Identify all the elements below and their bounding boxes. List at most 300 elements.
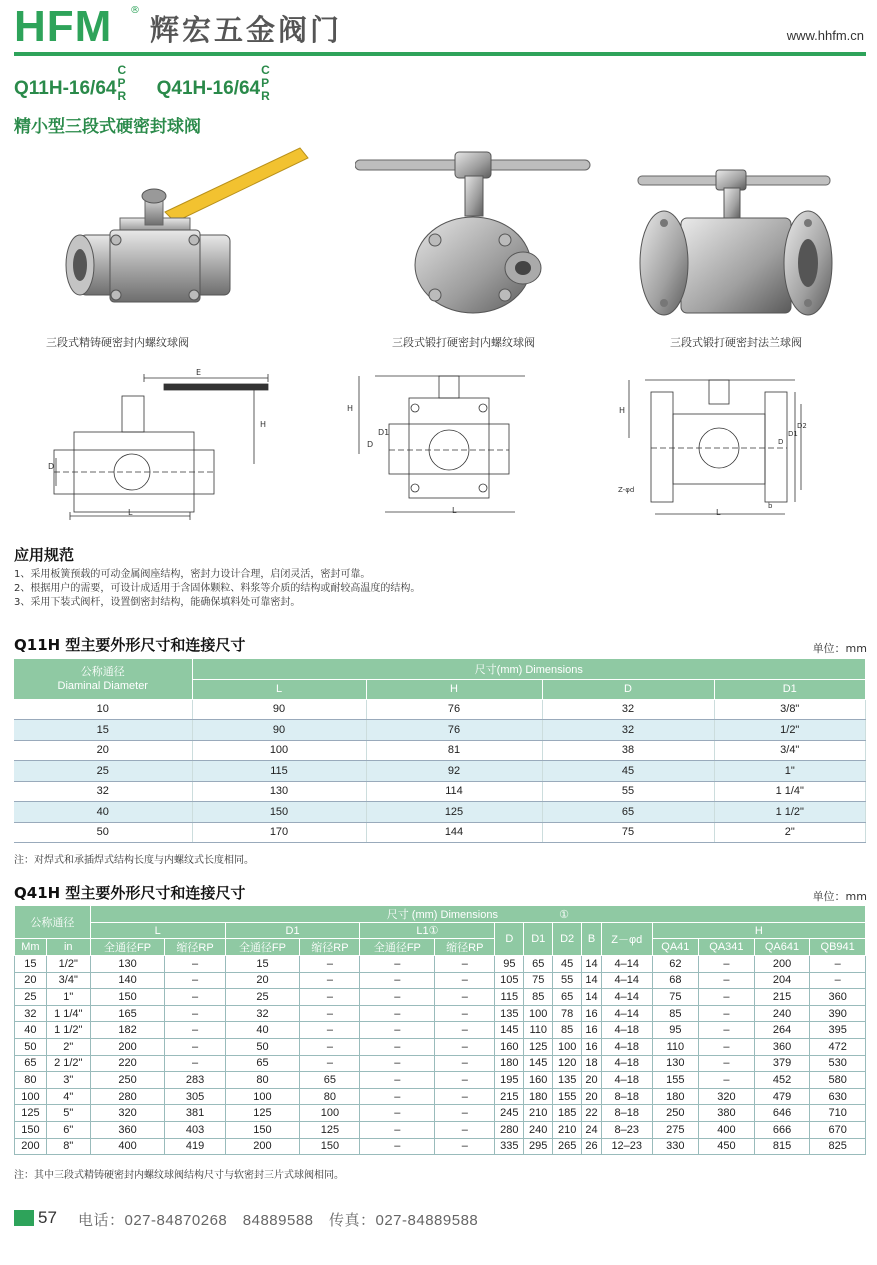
col-l: L xyxy=(192,679,366,699)
table-cell: – xyxy=(810,956,866,973)
drawing2-label-d: D xyxy=(367,440,374,449)
table-cell: 100 xyxy=(15,1088,47,1105)
table-cell: – xyxy=(810,972,866,989)
table-cell: 265 xyxy=(553,1138,582,1155)
table-cell: 40 xyxy=(225,1022,300,1039)
col-l-rp: 缩径RP xyxy=(165,939,225,956)
table-cell: 452 xyxy=(754,1072,810,1089)
col-h: H xyxy=(366,679,542,699)
table-cell: – xyxy=(699,956,755,973)
col-l1-rp: 缩径RP xyxy=(435,939,495,956)
table1-title: Q11H 型主要外形尺寸和连接尺寸 xyxy=(14,636,246,654)
table-cell: 815 xyxy=(754,1138,810,1155)
table-cell: 22 xyxy=(582,1105,602,1122)
table-cell: – xyxy=(699,1055,755,1072)
table-cell: 32 xyxy=(225,1005,300,1022)
table-cell: 250 xyxy=(652,1105,698,1122)
table-cell: 130 xyxy=(652,1055,698,1072)
table-cell: 150 xyxy=(90,989,165,1006)
table-cell: – xyxy=(699,1038,755,1055)
table-cell: 320 xyxy=(90,1105,165,1122)
drawing3-label-b: b xyxy=(768,502,773,510)
table-cell: – xyxy=(300,1055,360,1072)
application-item: 2、根据用户的需要，可设计成适用于含固体颗粒、料浆等介质的结构或耐较高温度的结构。 xyxy=(14,583,421,594)
table-cell: – xyxy=(360,989,435,1006)
table-cell: 78 xyxy=(553,1005,582,1022)
table-cell: 65 xyxy=(553,989,582,1006)
table-cell: 8–23 xyxy=(601,1121,652,1138)
col-group-d1: D1 xyxy=(225,923,360,939)
table-row xyxy=(14,802,866,823)
drawing3-label-d: D xyxy=(778,438,784,446)
drawing2-label-l: L xyxy=(452,506,457,515)
table-cell: 150 xyxy=(225,1121,300,1138)
col-group-l: L xyxy=(90,923,225,939)
page-number: 57 xyxy=(38,1208,57,1227)
table-cell: 50 xyxy=(14,822,192,843)
col-h-qa41: QA41 xyxy=(652,939,698,956)
table-cell: – xyxy=(300,956,360,973)
table-cell: 50 xyxy=(15,1038,47,1055)
col-d1-rp: 缩径RP xyxy=(300,939,360,956)
table-cell: 144 xyxy=(366,822,542,843)
table-cell: 125 xyxy=(366,802,542,823)
table-cell: – xyxy=(300,1022,360,1039)
table-cell: 12–23 xyxy=(601,1138,652,1155)
table-cell: 250 xyxy=(90,1072,165,1089)
table-cell: 185 xyxy=(553,1105,582,1122)
table-cell: – xyxy=(360,1022,435,1039)
photo-caption-2: 三段式锻打硬密封内螺纹球阀 xyxy=(392,336,535,349)
table-cell: – xyxy=(435,1138,495,1155)
table-cell: 81 xyxy=(366,740,542,761)
header-divider xyxy=(14,52,866,56)
table-cell: 210 xyxy=(553,1121,582,1138)
table-cell: 55 xyxy=(553,972,582,989)
table-cell: 4–14 xyxy=(601,989,652,1006)
table-cell: 170 xyxy=(192,822,366,843)
table-cell: 95 xyxy=(495,956,524,973)
table-cell: 305 xyxy=(165,1088,225,1105)
table-cell: 45 xyxy=(553,956,582,973)
footer-marker xyxy=(14,1210,34,1226)
drawing2-label-d1: D1 xyxy=(378,428,390,437)
col-nominal-diameter: 公称通径 xyxy=(15,906,91,939)
table-cell: 4–14 xyxy=(601,956,652,973)
table-cell: – xyxy=(360,1088,435,1105)
col-group-dimensions: 尺寸(mm) Dimensions xyxy=(192,659,866,679)
table-cell: 25 xyxy=(15,989,47,1006)
table-cell: – xyxy=(699,1072,755,1089)
table-cell: 115 xyxy=(192,761,366,782)
table-cell: 62 xyxy=(652,956,698,973)
table-cell: 125 xyxy=(524,1038,553,1055)
col-in: in xyxy=(46,939,90,956)
table-cell: – xyxy=(435,972,495,989)
table-cell: 20 xyxy=(582,1072,602,1089)
table-cell: 150 xyxy=(15,1121,47,1138)
table-row xyxy=(15,1121,866,1138)
table-cell: 75 xyxy=(652,989,698,1006)
table-cell: – xyxy=(435,1072,495,1089)
table-row xyxy=(14,781,866,802)
table-cell: 145 xyxy=(495,1022,524,1039)
table-cell: 130 xyxy=(192,781,366,802)
drawing1-label-e: E xyxy=(196,368,202,377)
registered-mark: ® xyxy=(130,5,140,16)
table-cell: 10 xyxy=(14,699,192,720)
table-row xyxy=(15,1022,866,1039)
table-cell: 90 xyxy=(192,720,366,741)
table-cell: – xyxy=(360,1055,435,1072)
drawing3-label-z: Z-φd xyxy=(618,486,635,494)
table-cell: 180 xyxy=(495,1055,524,1072)
table-cell: 295 xyxy=(524,1138,553,1155)
table-row xyxy=(15,1005,866,1022)
table-cell: 530 xyxy=(810,1055,866,1072)
table-cell: 4–18 xyxy=(601,1022,652,1039)
drawing-cast-threaded xyxy=(44,366,284,522)
table-cell: 120 xyxy=(553,1055,582,1072)
col-d1: D1 xyxy=(714,679,866,699)
table-cell: 472 xyxy=(810,1038,866,1055)
table-cell: 3/4" xyxy=(46,972,90,989)
table-cell: 40 xyxy=(15,1022,47,1039)
table-cell: 280 xyxy=(495,1121,524,1138)
table-row xyxy=(15,956,866,973)
table-cell: 16 xyxy=(582,1038,602,1055)
table-cell: 32 xyxy=(542,720,714,741)
table-cell: 80 xyxy=(15,1072,47,1089)
table-cell: – xyxy=(699,1022,755,1039)
table-cell: – xyxy=(699,1005,755,1022)
table-cell: 450 xyxy=(699,1138,755,1155)
product-subtitle: 精小型三段式硬密封球阀 xyxy=(14,117,201,137)
table-cell: – xyxy=(360,1072,435,1089)
drawing3-label-l: L xyxy=(716,508,721,517)
table-cell: 8–18 xyxy=(601,1088,652,1105)
table-cell: 200 xyxy=(15,1138,47,1155)
table-cell: – xyxy=(699,972,755,989)
col-d: D xyxy=(542,679,714,699)
photo-forged-threaded-valve xyxy=(355,150,595,320)
col-z: Z－φd xyxy=(601,923,652,956)
drawing-forged-flanged xyxy=(625,374,815,520)
table-cell: 65 xyxy=(15,1055,47,1072)
table-cell: 380 xyxy=(699,1105,755,1122)
table-cell: 3/4" xyxy=(714,740,866,761)
table-cell: 182 xyxy=(90,1022,165,1039)
table-cell: 115 xyxy=(495,989,524,1006)
table-cell: 3/8" xyxy=(714,699,866,720)
table-cell: 80 xyxy=(300,1088,360,1105)
table-cell: – xyxy=(360,1121,435,1138)
table-cell: 210 xyxy=(524,1105,553,1122)
table-cell: 200 xyxy=(90,1038,165,1055)
table-cell: – xyxy=(360,972,435,989)
table-cell: 85 xyxy=(553,1022,582,1039)
table-cell: – xyxy=(435,989,495,1006)
table-cell: 100 xyxy=(192,740,366,761)
table-cell: 360 xyxy=(754,1038,810,1055)
table-cell: 32 xyxy=(14,781,192,802)
col-h-qb941: QB941 xyxy=(810,939,866,956)
table-cell: 180 xyxy=(652,1088,698,1105)
col-l1-fp: 全通径FP xyxy=(360,939,435,956)
table-cell: 360 xyxy=(810,989,866,1006)
table-cell: 283 xyxy=(165,1072,225,1089)
drawing2-label-h: H xyxy=(347,404,354,413)
table-cell: 14 xyxy=(582,989,602,1006)
table-cell: 125 xyxy=(15,1105,47,1122)
col-d1-fp: 全通径FP xyxy=(225,939,300,956)
table-cell: 65 xyxy=(542,802,714,823)
drawing1-label-d: D xyxy=(48,462,55,471)
model-q41h: Q41H-16/64 C P R xyxy=(156,63,270,103)
table-cell: – xyxy=(435,956,495,973)
drawing3-label-d2: D2 xyxy=(797,422,807,430)
drawing1-label-h: H xyxy=(260,420,267,429)
drawing3-label-h: H xyxy=(619,406,626,415)
table-cell: 65 xyxy=(300,1072,360,1089)
table-cell: 6" xyxy=(46,1121,90,1138)
table-cell: – xyxy=(435,1055,495,1072)
table-cell: 160 xyxy=(524,1072,553,1089)
table-cell: 1/2" xyxy=(714,720,866,741)
page-header xyxy=(14,2,866,54)
table-cell: 150 xyxy=(192,802,366,823)
application-title: 应用规范 xyxy=(14,546,75,564)
table-cell: 240 xyxy=(754,1005,810,1022)
table-cell: 130 xyxy=(90,956,165,973)
table-cell: 403 xyxy=(165,1121,225,1138)
table-cell: 580 xyxy=(810,1072,866,1089)
table-cell: 15 xyxy=(15,956,47,973)
col-d: D xyxy=(495,923,524,956)
table-cell: – xyxy=(300,1005,360,1022)
table-cell: 1 1/2" xyxy=(714,802,866,823)
footer-contact: 电话：027-84870268 84889588 传真：027-84889588 xyxy=(78,1212,479,1229)
table-row xyxy=(14,699,866,720)
table-cell: 14 xyxy=(582,956,602,973)
table2-title: Q41H 型主要外形尺寸和连接尺寸 xyxy=(14,884,246,902)
table-row xyxy=(15,1038,866,1055)
col-d2: D2 xyxy=(553,923,582,956)
table-row xyxy=(15,1072,866,1089)
table1-unit: 单位：mm xyxy=(812,642,867,655)
col-h-qa641: QA641 xyxy=(754,939,810,956)
table-cell: 4–14 xyxy=(601,1005,652,1022)
table-cell: 360 xyxy=(90,1121,165,1138)
photo-caption-3: 三段式锻打硬密封法兰球阀 xyxy=(670,336,802,349)
application-list xyxy=(14,568,420,610)
table-cell: 1 1/2" xyxy=(46,1022,90,1039)
col-group-l1: L1① xyxy=(360,923,495,939)
table-cell: 419 xyxy=(165,1138,225,1155)
table-cell: – xyxy=(435,1038,495,1055)
table-cell: – xyxy=(165,956,225,973)
application-item: 3、采用下装式阀杆，设置倒密封结构，能确保填料处可靠密封。 xyxy=(14,597,301,608)
table-cell: – xyxy=(165,1005,225,1022)
table-cell: 220 xyxy=(90,1055,165,1072)
table-cell: 4–18 xyxy=(601,1038,652,1055)
table-row xyxy=(14,740,866,761)
table-cell: 666 xyxy=(754,1121,810,1138)
table-cell: 1" xyxy=(46,989,90,1006)
table-row xyxy=(15,989,866,1006)
table-cell: 80 xyxy=(225,1072,300,1089)
table-cell: 400 xyxy=(699,1121,755,1138)
table-cell: 630 xyxy=(810,1088,866,1105)
table-cell: 145 xyxy=(524,1055,553,1072)
website-url[interactable]: www.hhfm.cn xyxy=(786,28,864,43)
col-l-fp: 全通径FP xyxy=(90,939,165,956)
table-cell: 20 xyxy=(582,1088,602,1105)
table-cell: 76 xyxy=(366,720,542,741)
model-title xyxy=(14,64,296,103)
table-cell: 20 xyxy=(15,972,47,989)
table-cell: – xyxy=(435,1005,495,1022)
table-cell: 125 xyxy=(300,1121,360,1138)
table-cell: 14 xyxy=(582,972,602,989)
table-cell: – xyxy=(360,1005,435,1022)
table-cell: 825 xyxy=(810,1138,866,1155)
table-cell: 1/2" xyxy=(46,956,90,973)
table-cell: 25 xyxy=(14,761,192,782)
q41h-dimension-table xyxy=(14,905,866,1155)
table-cell: – xyxy=(165,989,225,1006)
table-cell: 18 xyxy=(582,1055,602,1072)
table-cell: – xyxy=(165,1022,225,1039)
table-cell: 92 xyxy=(366,761,542,782)
table-row xyxy=(15,972,866,989)
table-cell: 335 xyxy=(495,1138,524,1155)
table-cell: – xyxy=(435,1121,495,1138)
table-cell: 20 xyxy=(14,740,192,761)
table-cell: 50 xyxy=(225,1038,300,1055)
table-cell: 155 xyxy=(652,1072,698,1089)
table-cell: 100 xyxy=(553,1038,582,1055)
table-cell: 5" xyxy=(46,1105,90,1122)
table-cell: – xyxy=(360,1105,435,1122)
table-cell: 85 xyxy=(652,1005,698,1022)
table-cell: 381 xyxy=(165,1105,225,1122)
table-cell: 45 xyxy=(542,761,714,782)
table-cell: 38 xyxy=(542,740,714,761)
table-cell: – xyxy=(435,1022,495,1039)
table-cell: – xyxy=(360,1038,435,1055)
q11h-dimension-table xyxy=(14,659,866,843)
table-cell: 76 xyxy=(366,699,542,720)
table-cell: 3" xyxy=(46,1072,90,1089)
table-cell: 110 xyxy=(524,1022,553,1039)
table2-unit: 单位：mm xyxy=(812,890,867,903)
table-cell: 390 xyxy=(810,1005,866,1022)
table-cell: 275 xyxy=(652,1121,698,1138)
table-cell: 15 xyxy=(225,956,300,973)
table-cell: 24 xyxy=(582,1121,602,1138)
table-cell: 215 xyxy=(495,1088,524,1105)
table-cell: 135 xyxy=(495,1005,524,1022)
table-cell: 180 xyxy=(524,1088,553,1105)
table-cell: 8" xyxy=(46,1138,90,1155)
table-cell: – xyxy=(300,989,360,1006)
table-cell: 4–14 xyxy=(601,972,652,989)
table-cell: 32 xyxy=(15,1005,47,1022)
table-cell: 4" xyxy=(46,1088,90,1105)
table-cell: 125 xyxy=(225,1105,300,1122)
table-cell: – xyxy=(435,1105,495,1122)
table-cell: 65 xyxy=(225,1055,300,1072)
table-cell: 110 xyxy=(652,1038,698,1055)
table-cell: 16 xyxy=(582,1005,602,1022)
table-cell: 140 xyxy=(90,972,165,989)
table-cell: 1" xyxy=(714,761,866,782)
table-cell: 200 xyxy=(225,1138,300,1155)
table-cell: 200 xyxy=(754,956,810,973)
table-cell: 95 xyxy=(652,1022,698,1039)
table-cell: 75 xyxy=(542,822,714,843)
table-cell: 25 xyxy=(225,989,300,1006)
table-row xyxy=(15,1138,866,1155)
table-row xyxy=(14,822,866,843)
table-cell: 245 xyxy=(495,1105,524,1122)
table-cell: 100 xyxy=(524,1005,553,1022)
table-cell: 75 xyxy=(524,972,553,989)
company-name: 辉宏五金阀门 xyxy=(150,13,343,47)
drawing-forged-threaded xyxy=(345,368,545,518)
table-cell: 710 xyxy=(810,1105,866,1122)
table-cell: 20 xyxy=(225,972,300,989)
photo-forged-flanged-valve xyxy=(636,168,836,328)
table-cell: 2" xyxy=(46,1038,90,1055)
table-cell: 400 xyxy=(90,1138,165,1155)
table-cell: 68 xyxy=(652,972,698,989)
table-cell: 1 1/4" xyxy=(714,781,866,802)
col-d1: D1 xyxy=(524,923,553,956)
table-cell: – xyxy=(165,972,225,989)
application-item: 1、采用板簧预载的可动金属阀座结构，密封力设计合理，启闭灵活，密封可靠。 xyxy=(14,569,371,580)
table-cell: 670 xyxy=(810,1121,866,1138)
table-row xyxy=(14,720,866,741)
table-cell: – xyxy=(699,989,755,1006)
table-cell: 165 xyxy=(90,1005,165,1022)
table-cell: 114 xyxy=(366,781,542,802)
table-cell: 40 xyxy=(14,802,192,823)
table-cell: – xyxy=(300,972,360,989)
table-cell: 90 xyxy=(192,699,366,720)
table-cell: 4–18 xyxy=(601,1072,652,1089)
table-cell: 215 xyxy=(754,989,810,1006)
table-cell: 8–18 xyxy=(601,1105,652,1122)
table-cell: 240 xyxy=(524,1121,553,1138)
table-cell: 395 xyxy=(810,1022,866,1039)
table-cell: 26 xyxy=(582,1138,602,1155)
table-cell: 2 1/2" xyxy=(46,1055,90,1072)
col-group-dimensions: 尺寸 (mm) Dimensions ① xyxy=(90,906,865,923)
table-cell: – xyxy=(165,1055,225,1072)
table-cell: 55 xyxy=(542,781,714,802)
table-cell: 105 xyxy=(495,972,524,989)
photo-caption-1: 三段式精铸硬密封内螺纹球阀 xyxy=(46,336,189,349)
table-cell: – xyxy=(435,1088,495,1105)
table-cell: – xyxy=(360,956,435,973)
col-mm: Mm xyxy=(15,939,47,956)
table-cell: 85 xyxy=(524,989,553,1006)
model-q11h: Q11H-16/64 C P R xyxy=(14,63,127,103)
table-cell: 4–18 xyxy=(601,1055,652,1072)
table-cell: 379 xyxy=(754,1055,810,1072)
